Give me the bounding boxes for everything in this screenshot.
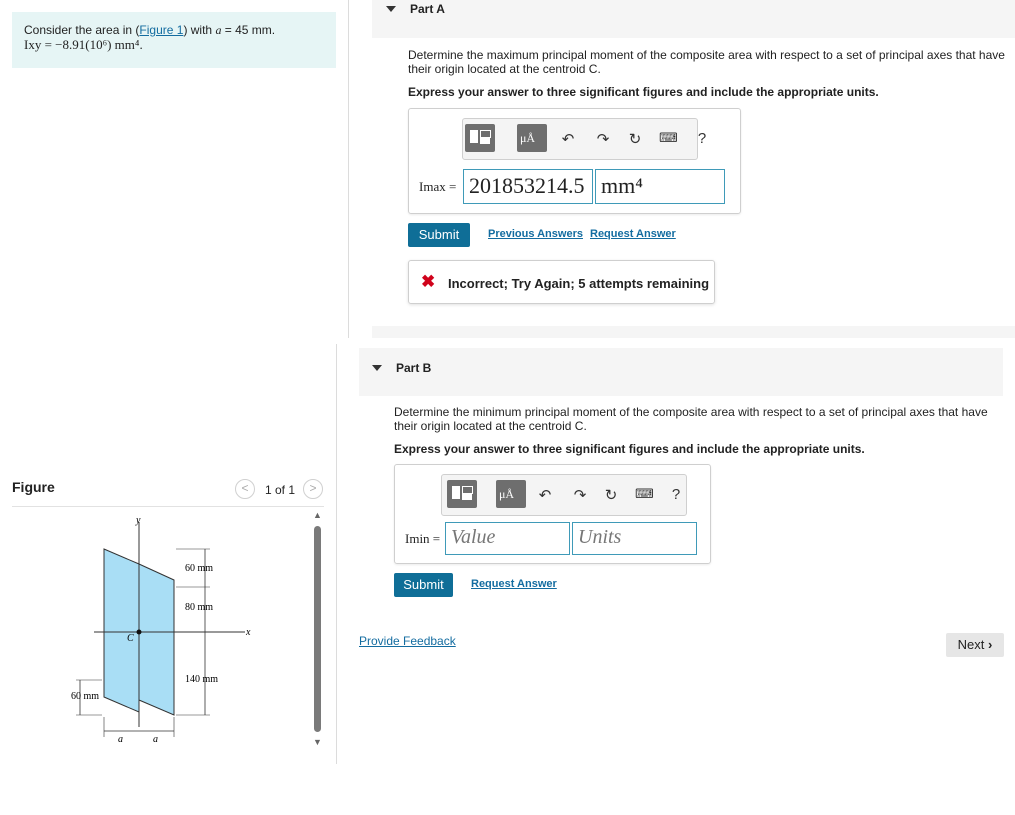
part-b-submit-button[interactable]: Submit <box>394 573 453 597</box>
centroid-point <box>137 630 142 635</box>
figure-divider <box>12 506 324 507</box>
x-axis-label: x <box>246 627 251 638</box>
part-b-answer-box <box>394 464 711 564</box>
centroid-label: C <box>127 633 134 644</box>
ixy-value: Ixy = −8.91(10⁶) mm⁴. <box>24 37 143 52</box>
right-parallelogram <box>139 564 174 715</box>
left-parallelogram <box>104 549 139 712</box>
redo-icon[interactable]: ↷ <box>596 131 610 148</box>
composite-area-figure <box>60 512 270 742</box>
figure-1-link[interactable]: Figure 1 <box>139 23 184 37</box>
mu-a-label: μÅ <box>520 131 536 145</box>
reset-icon[interactable]: ↻ <box>604 487 618 504</box>
part-a-submit-button[interactable]: Submit <box>408 223 470 247</box>
chevron-left-icon: < <box>241 481 249 495</box>
part-a-prompt: Determine the maximum principal moment of the composite area with respect to a set of principal axes that have their origin located at the centroid C. <box>408 48 1005 76</box>
part-b-prompt: Determine the minimum principal moment of the composite area with respect to a set of principal axes that have their origin located at the centroid C. <box>394 405 988 433</box>
dim-a-left: a <box>118 734 123 742</box>
units-input[interactable]: Units <box>572 522 697 555</box>
scroll-down-icon[interactable]: ▼ <box>313 737 322 747</box>
chevron-right-icon: > <box>309 481 317 495</box>
part-a-request-answer-link[interactable]: Request Answer <box>590 228 676 240</box>
collapse-triangle-icon[interactable] <box>372 365 382 371</box>
scroll-up-icon[interactable]: ▲ <box>313 510 322 520</box>
part-b-title: Part B <box>396 361 432 375</box>
value-input[interactable]: 201853214.5 <box>463 169 593 204</box>
prev-figure-button[interactable] <box>235 479 255 499</box>
y-axis-label: y <box>136 515 141 526</box>
math-toolbar <box>441 474 687 516</box>
dim-140mm: 140 mm <box>185 674 219 685</box>
column-divider <box>348 0 349 338</box>
value-input[interactable]: Value <box>445 522 570 555</box>
column-divider-lower <box>336 344 337 764</box>
undo-icon[interactable]: ↶ <box>538 487 552 504</box>
previous-answers-link[interactable]: Previous Answers <box>488 228 583 240</box>
figure-pager: 1 of 1 <box>265 483 296 497</box>
statement-text-2: ) with <box>183 23 216 37</box>
dim-60mm-top: 60 mm <box>185 563 214 574</box>
part-a-footer-bar <box>372 326 1015 338</box>
part-a-header[interactable] <box>372 0 1015 38</box>
part-a-answer-box <box>408 108 741 214</box>
dim-80mm: 80 mm <box>185 602 214 613</box>
chevron-right-icon: › <box>988 637 993 652</box>
statement-line-1 <box>24 23 324 37</box>
mu-a-label: μÅ <box>499 487 515 501</box>
math-toolbar <box>462 118 707 160</box>
imax-label: Imax = <box>419 179 457 194</box>
redo-icon[interactable]: ↷ <box>573 487 587 504</box>
feedback-box <box>408 260 715 304</box>
undo-icon[interactable]: ↶ <box>561 131 575 148</box>
help-icon[interactable]: ? <box>671 486 681 503</box>
reset-icon[interactable]: ↻ <box>628 131 642 148</box>
a-value: = 45 mm. <box>221 23 276 37</box>
dim-60mm-left: 60 mm <box>71 691 100 702</box>
templates-button[interactable] <box>465 124 495 152</box>
units-button[interactable] <box>496 480 526 508</box>
keyboard-icon[interactable]: ⌨ <box>659 130 678 145</box>
next-button[interactable] <box>946 633 1004 657</box>
statement-text: Consider the area in ( <box>24 23 140 37</box>
units-button[interactable] <box>517 124 547 152</box>
provide-feedback-link[interactable]: Provide Feedback <box>359 634 456 648</box>
imin-label: Imin = <box>405 531 441 546</box>
help-icon[interactable]: ? <box>697 130 707 147</box>
next-figure-button[interactable] <box>303 479 323 499</box>
units-input[interactable]: mm⁴ <box>595 169 725 204</box>
part-a-title: Part A <box>410 2 445 16</box>
a-variable: a <box>215 23 222 37</box>
part-b-request-answer-link[interactable]: Request Answer <box>471 578 557 590</box>
part-b-instruction: Express your answer to three significant figures and include the appropriate units. <box>394 442 865 456</box>
collapse-triangle-icon[interactable] <box>386 6 396 12</box>
error-x-icon: ✖ <box>421 272 436 291</box>
feedback-message: Incorrect; Try Again; 5 attempts remaining <box>448 276 710 291</box>
dim-a-right: a <box>153 734 158 742</box>
templates-button[interactable] <box>447 480 477 508</box>
figure-title: Figure <box>12 479 55 495</box>
part-b-header[interactable] <box>359 348 1003 396</box>
keyboard-icon[interactable]: ⌨ <box>635 486 654 501</box>
problem-statement <box>12 12 336 68</box>
scrollbar-thumb[interactable] <box>314 526 321 732</box>
next-label: Next <box>957 637 985 652</box>
part-a-instruction: Express your answer to three significant figures and include the appropriate units. <box>408 85 879 99</box>
